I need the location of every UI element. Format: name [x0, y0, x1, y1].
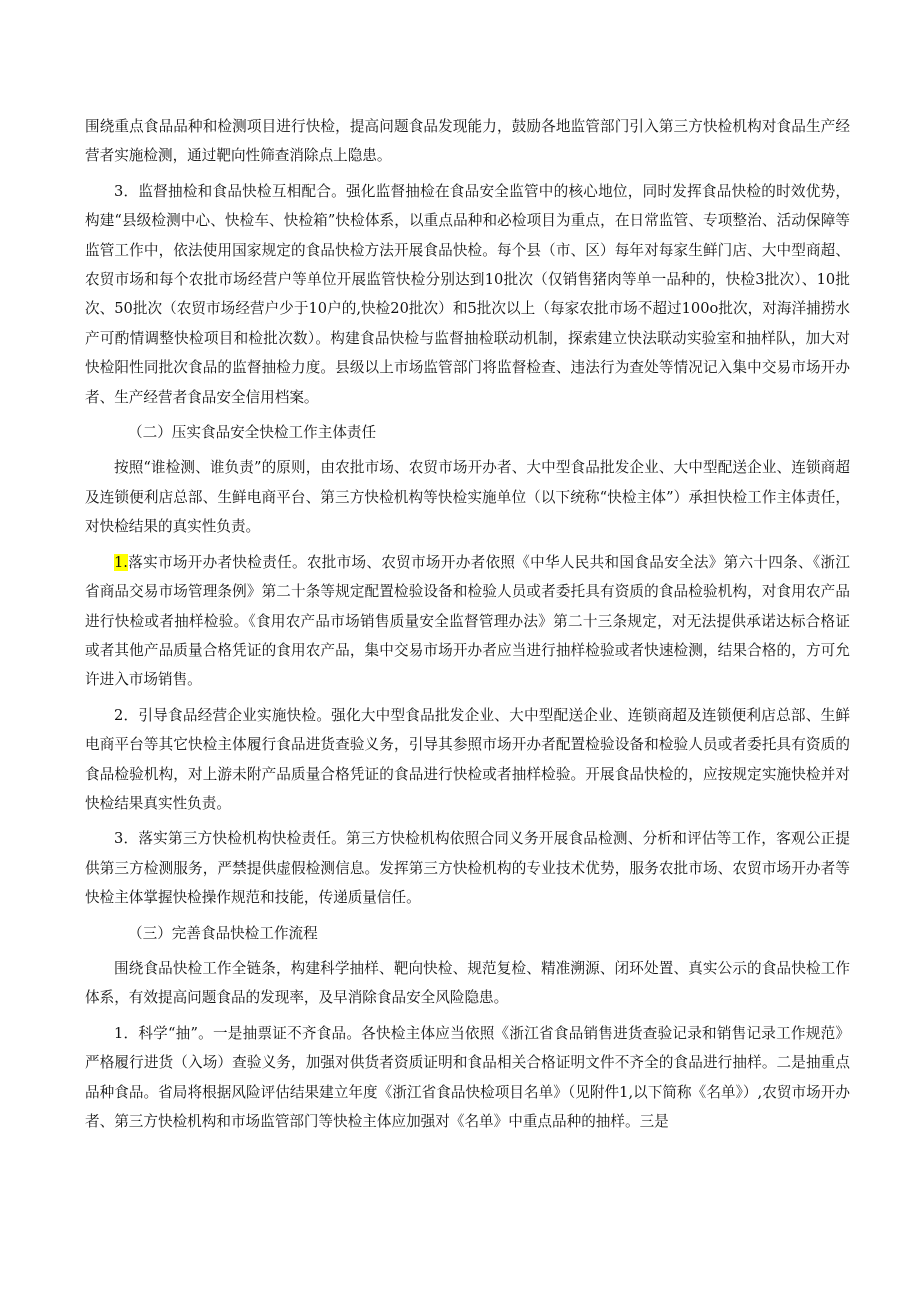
paragraph-item-3-third-party: 3．落实第三方快检机构快检责任。第三方快检机构依照合同义务开展食品检测、分析和评估等工作，客观公正提供第三方检测服务，严禁提供虚假检测信息。发挥第三方快检机构的专业技术优势，服务农批市场、农贸市场开办者等快检主体掌握快检操作规范和技能，传递质量信任。 [85, 830, 850, 907]
paragraph-item-1-sampling: 1．科学“抽”。一是抽票证不齐食品。各快检主体应当依照《浙江省食品销售进货查验记录和销售记录工作规范》严格履行进货（入场）查验义务，加强对供货者资质证明和食品相关合格证明文件不齐全的食品进行抽样。二是抽重点品种食品。省局将根据风险评估结果建立年度《浙江省食品快检项目名单》（见附件1,以下简称《名单》）,农贸市场开办者、第三方快检机构和市场监管部门等快检主体应加强对《名单》中重点品种的抽样。三是 [85, 1024, 850, 1130]
paragraph-workflow: 围绕食品快检工作全链条，构建科学抽样、靶向快检、规范复检、精准溯源、闭环处置、真实公示的食品快检工作体系，有效提高问题食品的发现率，及早消除食品安全风险隐患。 [85, 959, 850, 1007]
paragraph-continuation: 围绕重点食品品种和检测项目进行快检，提高问题食品发现能力，鼓励各地监管部门引入第三方快检机构对食品生产经营者实施检测，通过靶向性筛查消除点上隐患。 [85, 118, 850, 165]
document-body [85, 112, 850, 1142]
paragraph-item-1-market [85, 548, 850, 695]
highlighted-number: 1. [114, 553, 128, 571]
paragraph-text: 落实市场开办者快检责任。农批市场、农贸市场开办者依照《中华人民共和国食品安全法》第六十四条、《浙江省商品交易市场管理条例》第二十条等规定配置检验设备和检验人员或者委托具有资质的食品检验机构，对食用农产品进行快检或者抽样检验。《食用农产品市场销售质量安全监督管理办法》第二十三条规定，对无法提供承诺达标合格证或者其他产品质量合格凭证的食用农产品，集中交易市场开办者应当进行抽样检验或者快速检测，结果合格的，方可允许进入市场销售。 [85, 553, 850, 689]
paragraph-item-2-enterprise: 2．引导食品经营企业实施快检。强化大中型食品批发企业、大中型配送企业、连锁商超及连锁便利店总部、生鲜电商平台等其它快检主体履行食品进货查验义务，引导其参照市场开办者配置检验设备和检验人员或者委托具有资质的食品检验机构，对上游未附产品质量合格凭证的食品进行快检或者抽样检验。开展食品快检的，应按规定实施快检并对快检结果真实性负责。 [85, 706, 850, 812]
section-heading-3: （三）完善食品快检工作流程 [128, 924, 318, 942]
paragraph-principle: 按照“谁检测、谁负责”的原则，由农批市场、农贸市场开办者、大中型食品批发企业、大中型配送企业、连锁商超及连锁便利店总部、生鲜电商平台、第三方快检机构等快检实施单位（以下统称“快检主体”）承担快检工作主体责任，对快检结果的真实性负责。 [85, 459, 850, 536]
section-heading-2: （二）压实食品安全快检工作主体责任 [128, 424, 377, 442]
paragraph-item-3-supervision: 3．监督抽检和食品快检互相配合。强化监督抽检在食品安全监管中的核心地位，同时发挥食品快检的时效优势，构建“县级检测中心、快检车、快检箱”快检体系，以重点品种和必检项目为重点，在日常监管、专项整治、活动保障等监管工作中，依法使用国家规定的食品快检方法开展食品快检。每个县（市、区）每年对每家生鲜门店、大中型商超、农贸市场和每个农批市场经营户等单位开展监管快检分别达到10批次（仅销售猪肉等单一品种的，快检3批次）、10批次、50批次（农贸市场经营户少于10户的,快检20批次）和5批次以上（每家农批市场不超过100o批次，对海洋捕捞水产可酌情调整快检项目和检批次数）。构建食品快检与监督抽检联动机制，探索建立快法联动实验室和抽样队，加大对快检阳性同批次食品的监督抽检力度。县级以上市场监管部门将监督检查、违法行为查处等情况记入集中交易市场开办者、生产经营者食品安全信用档案。 [85, 182, 850, 406]
